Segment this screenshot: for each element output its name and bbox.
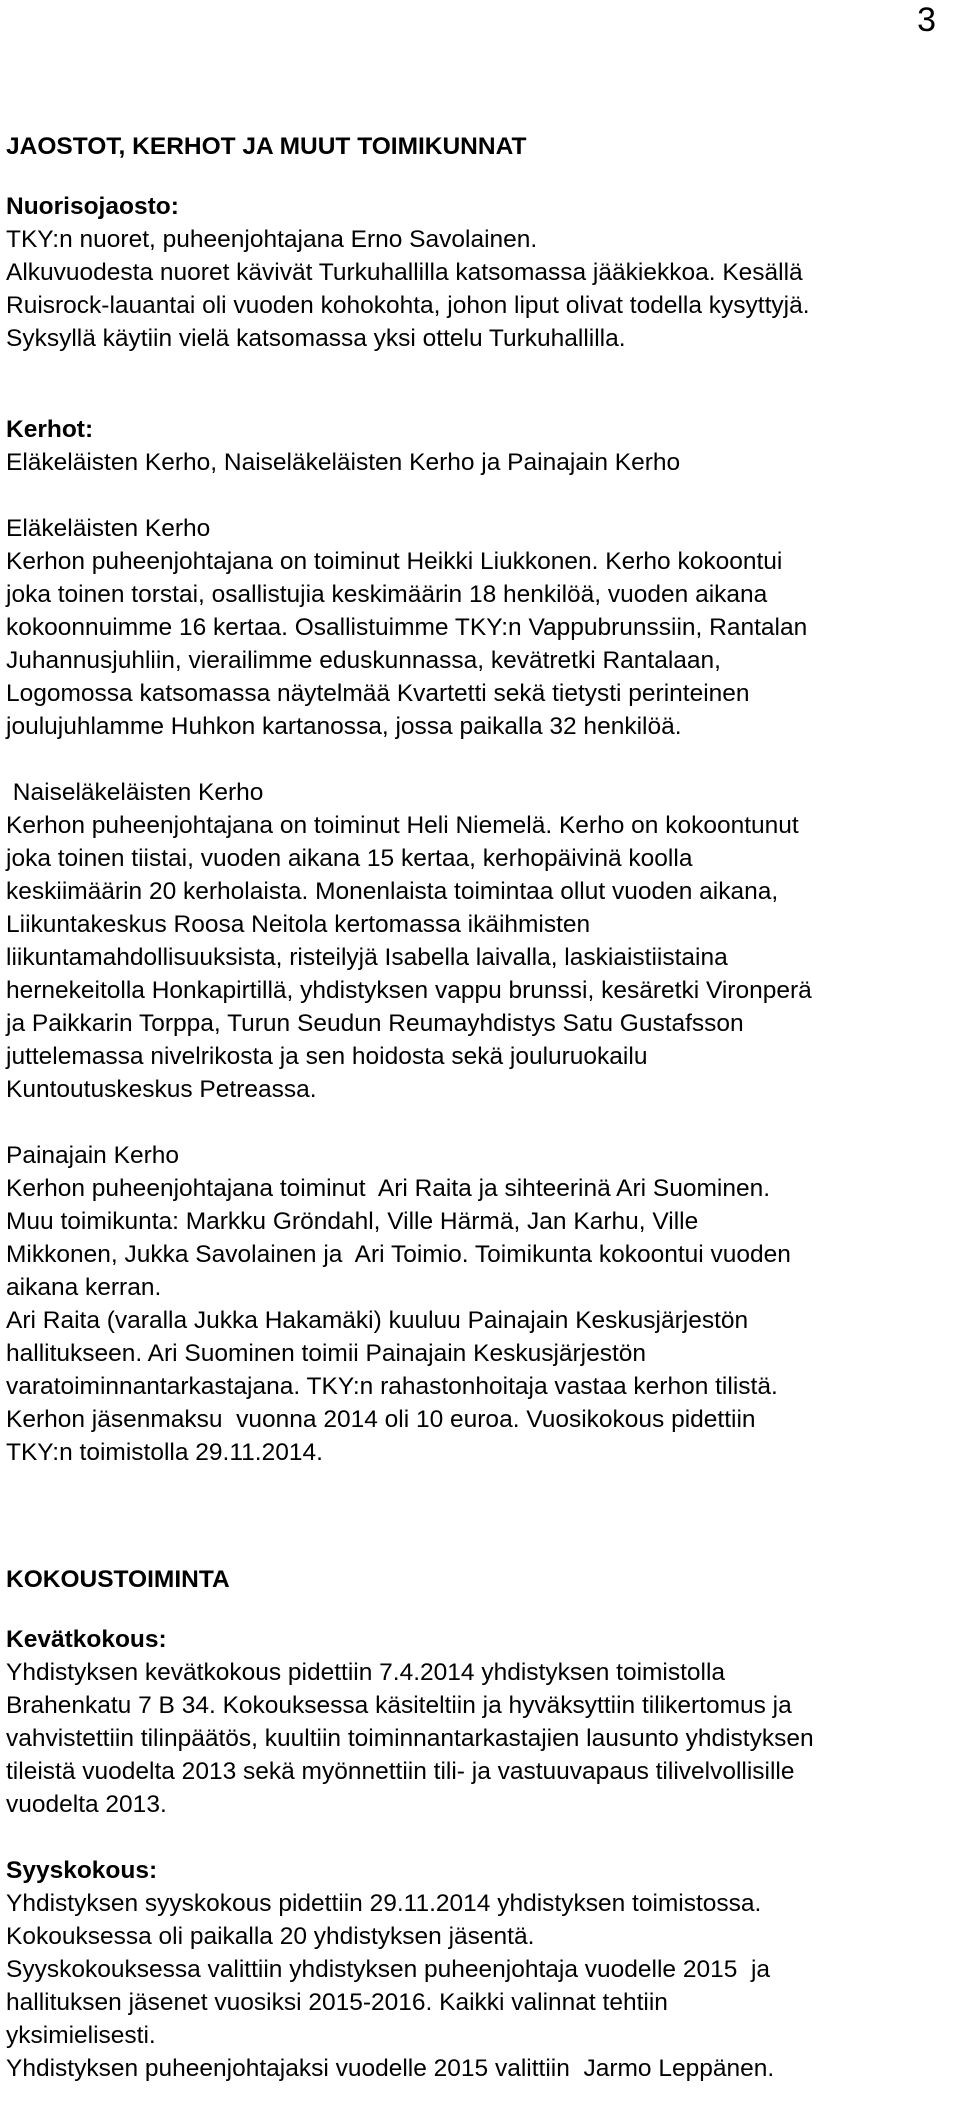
spacer — [6, 1502, 954, 1563]
text-line: Muu toimikunta: Markku Gröndahl, Ville Härmä, Jan Karhu, Ville — [6, 1208, 699, 1235]
subsection-label: Naiseläkeläisten Kerho — [6, 779, 264, 806]
text-line: Kerhon puheenjohtajana toiminut Ari Raita ja sihteerinä Ari Suominen. — [6, 1175, 771, 1202]
text-line: Brahenkatu 7 B 34. Kokouksessa käsiteltiin ja hyväksyttiin tilikertomus ja — [6, 1692, 792, 1719]
text-line: Ari Raita (varalla Jukka Hakamäki) kuuluu Painajain Keskusjärjestön — [6, 1307, 749, 1334]
subsection-syyskokous — [6, 1854, 954, 2085]
text-line: vuodelta 2013. — [6, 1791, 167, 1818]
document-body — [6, 130, 954, 2118]
subsection-nuorisojaosto — [6, 190, 954, 355]
text-line: keskiimäärin 20 kerholaista. Monenlaista toimintaa ollut vuoden aikana, — [6, 878, 779, 905]
subsection-painajain-kerho — [6, 1139, 954, 1469]
subsection-label: Kerhot: — [6, 416, 94, 443]
text-line: Mikkonen, Jukka Savolainen ja Ari Toimio. Toimikunta kokoontui vuoden — [6, 1241, 791, 1268]
text-line: Eläkeläisten Kerho, Naiseläkeläisten Kerho ja Painajain Kerho — [6, 449, 681, 476]
text-line: Ruisrock-lauantai oli vuoden kohokohta, johon liput olivat todella kysyttyjä. — [6, 292, 810, 319]
text-line: hallitukseen. Ari Suominen toimii Painajain Keskusjärjestön — [6, 1340, 647, 1367]
subsection-label: Eläkeläisten Kerho — [6, 515, 211, 542]
text-line: aikana kerran. — [6, 1274, 162, 1301]
text-line: TKY:n nuoret, puheenjohtajana Erno Savolainen. — [6, 226, 538, 253]
text-line: Logomossa katsomassa näytelmää Kvartetti sekä tietysti perinteinen — [6, 680, 750, 707]
subsection-label: Painajain Kerho — [6, 1142, 179, 1169]
text-line: Kerhon jäsenmaksu vuonna 2014 oli 10 euroa. Vuosikokous pidettiin — [6, 1406, 756, 1433]
text-line: Yhdistyksen syyskokous pidettiin 29.11.2014 yhdistyksen toimistossa. — [6, 1890, 762, 1917]
subsection-label: Syyskokous: — [6, 1857, 158, 1884]
text-line: Juhannusjuhliin, vierailimme eduskunnassa, kevätretki Rantalaan, — [6, 647, 721, 674]
subsection-kerhot — [6, 413, 954, 479]
text-line: Kerhon puheenjohtajana on toiminut Heli Niemelä. Kerho on kokoontunut — [6, 812, 799, 839]
section-heading-kokoustoiminta: KOKOUSTOIMINTA — [6, 1566, 230, 1593]
text-line: joka toinen torstai, osallistujia keskimäärin 18 henkilöä, vuoden aikana — [6, 581, 768, 608]
text-line: yksimielisesti. — [6, 2022, 156, 2049]
text-line: vahvistettiin tilinpäätös, kuultiin toiminnantarkastajien lausunto yhdistyksen — [6, 1725, 814, 1752]
text-line: Syksyllä käytiin vielä katsomassa yksi ottelu Turkuhallilla. — [6, 325, 626, 352]
text-line: joka toinen tiistai, vuoden aikana 15 kertaa, kerhopäivinä koolla — [6, 845, 693, 872]
text-line: TKY:n toimistolla 29.11.2014. — [6, 1439, 323, 1466]
text-line: Kuntoutuskeskus Petreassa. — [6, 1076, 317, 1103]
text-line: kokoonnuimme 16 kertaa. Osallistuimme TKY:n Vappubrunssiin, Rantalan — [6, 614, 808, 641]
text-line: Alkuvuodesta nuoret kävivät Turkuhallilla katsomassa jääkiekkoa. Kesällä — [6, 259, 803, 286]
text-line: liikuntamahdollisuuksista, risteilyjä Isabella laivalla, laskiaistiistaina — [6, 944, 728, 971]
text-line: hallituksen jäsenet vuosiksi 2015-2016. Kaikki valinnat tehtiin — [6, 1989, 668, 2016]
spacer — [6, 388, 954, 413]
text-line: ja Paikkarin Torppa, Turun Seudun Reumayhdistys Satu Gustafsson — [6, 1010, 744, 1037]
text-line: Yhdistyksen kevätkokous pidettiin 7.4.2014 yhdistyksen toimistolla — [6, 1659, 726, 1686]
subsection-naiselakelaisten-kerho — [6, 776, 954, 1106]
section-heading-jaostot: JAOSTOT, KERHOT JA MUUT TOIMIKUNNAT — [6, 133, 527, 160]
text-line: tileistä vuodelta 2013 sekä myönnettiin tili- ja vastuuvapaus tilivelvollisille — [6, 1758, 795, 1785]
subsection-elakelaisten-kerho — [6, 512, 954, 743]
subsection-label: Kevätkokous: — [6, 1626, 167, 1653]
subsection-label: Nuorisojaosto: — [6, 193, 179, 220]
text-line: varatoiminnantarkastajana. TKY:n rahastonhoitaja vastaa kerhon tilistä. — [6, 1373, 778, 1400]
page-number: 3 — [917, 1, 936, 39]
text-line: Yhdistyksen puheenjohtajaksi vuodelle 2015 valittiin Jarmo Leppänen. — [6, 2055, 775, 2082]
text-line: Kerhon puheenjohtajana on toiminut Heikki Liukkonen. Kerho kokoontui — [6, 548, 783, 575]
subsection-kevatkokous — [6, 1623, 954, 1821]
text-line: Kokouksessa oli paikalla 20 yhdistyksen jäsentä. — [6, 1923, 535, 1950]
text-line: Syyskokouksessa valittiin yhdistyksen puheenjohtaja vuodelle 2015 ja — [6, 1956, 771, 1983]
text-line: hernekeitolla Honkapirtillä, yhdistyksen vappu brunssi, kesäretki Vironperä — [6, 977, 812, 1004]
text-line: joulujuhlamme Huhkon kartanossa, jossa paikalla 32 henkilöä. — [6, 713, 682, 740]
text-line: Liikuntakeskus Roosa Neitola kertomassa ikäihmisten — [6, 911, 591, 938]
text-line: juttelemassa nivelrikosta ja sen hoidosta sekä jouluruokailu — [6, 1043, 648, 1070]
